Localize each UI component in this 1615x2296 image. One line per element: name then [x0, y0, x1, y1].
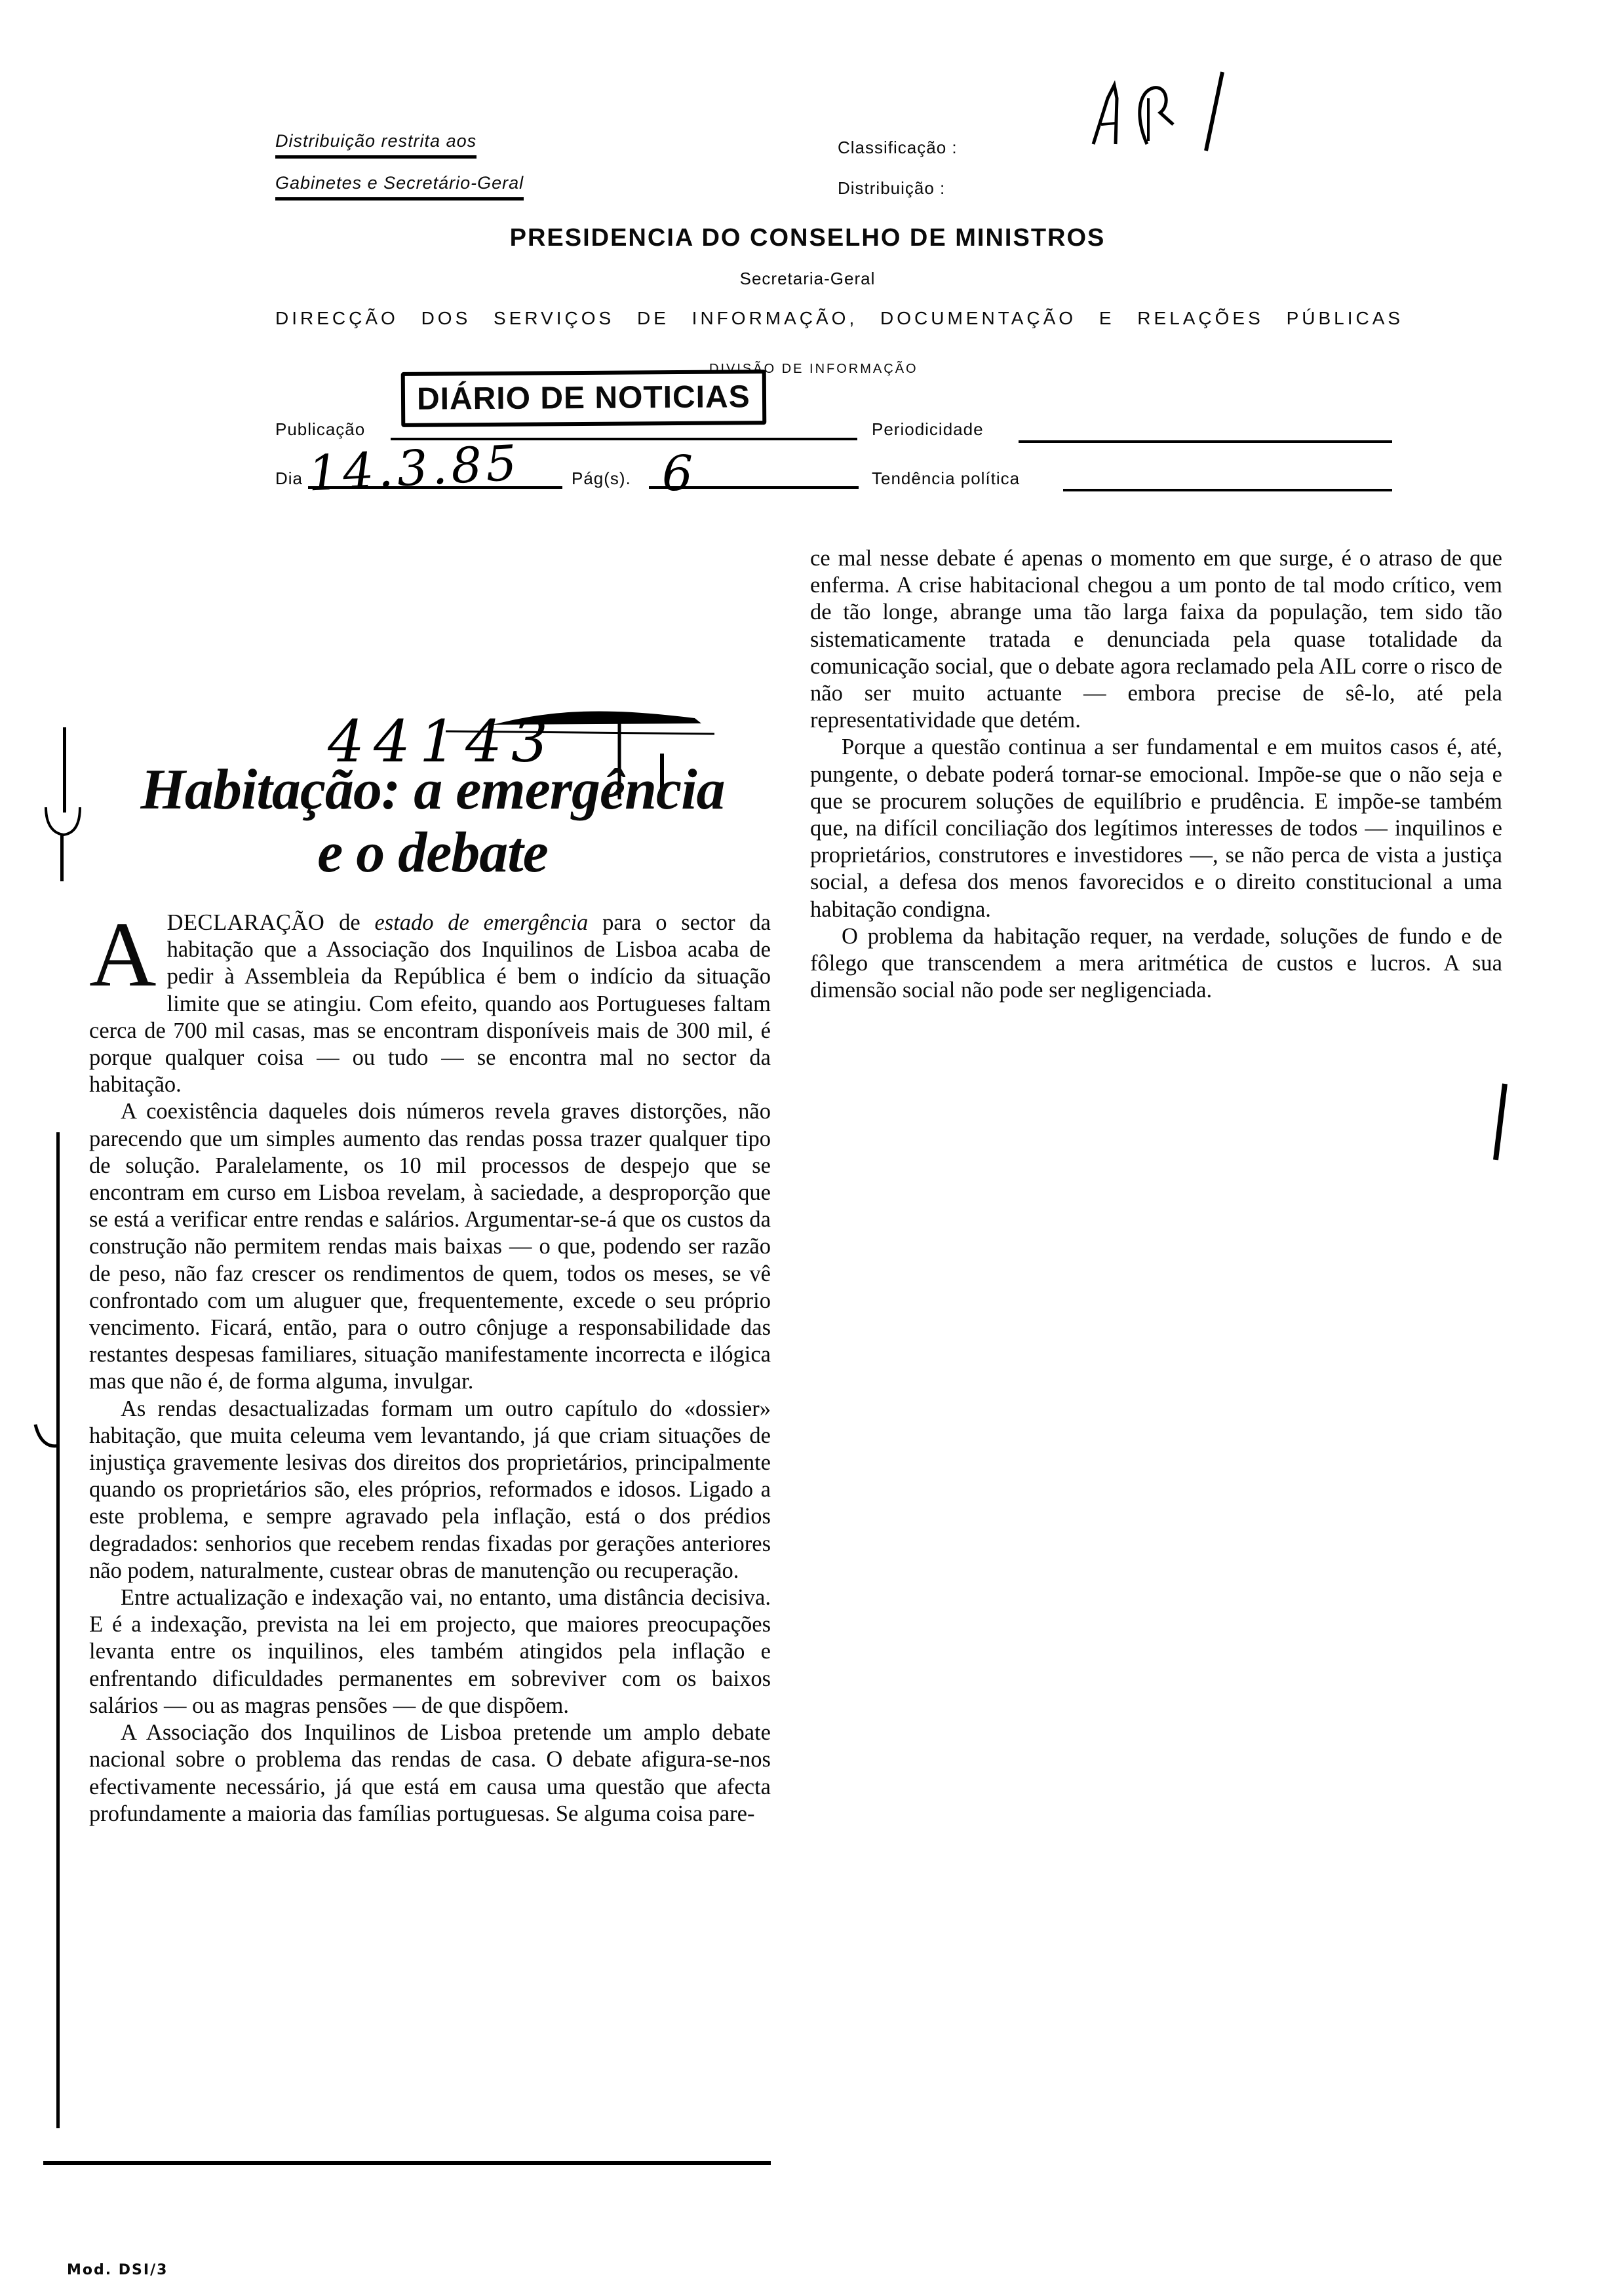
directorate-line: DIRECÇÃO DOS SERVIÇOS DE INFORMAÇÃO, DOCUMENTAÇÃO E RELAÇÕES PÚBLICAS — [275, 308, 1404, 328]
pages-fill-line — [649, 486, 859, 489]
article-column-1 — [89, 902, 771, 1827]
distribution-label: Distribuição : — [838, 178, 946, 198]
periodicity-label: Periodicidade — [872, 419, 984, 439]
publication-stamp: DIÁRIO DE NOTICIAS — [401, 370, 766, 427]
drop-cap: A — [89, 902, 157, 1006]
margin-bracket-curl-lower — [33, 1422, 72, 1461]
paragraph: Porque a questão continua a ser fundamental e em muitos casos é, até, pungente, o debate poderá tornar-se emocional. Impõe-se que o não seja e que se procurem soluções de equilíbrio e prudência. E impõe-se também que, na difícil conciliação dos legítimos interesses de todos — inquilinos e proprietários, construtores e investidores —, se não perca de vista a justiça social, a defesa dos menos favorecidos e o direito constitucional a uma habitação condigna. — [810, 735, 1502, 922]
day-value: 14.3.85 — [306, 434, 522, 503]
headline-line-1: Habitação: a emergência — [140, 758, 725, 822]
paragraph: As rendas desactualizadas formam um outro capítulo do «dossier» habitação, que muita celeuma vem levantando, já que criam situações de injustiça gravemente lesivas dos direitos dos proprietários, principalmente quando os proprietários são, eles próprios, reformados e idosos. Ligado a este problema, e sempre agravado pela inflação, está o dos prédios degradados: senhorios que recebem rendas fixadas por gerações anteriores não podem, naturalmente, custear obras de manutenção ou recuperação. — [89, 1396, 771, 1583]
paragraph: O problema da habitação requer, na verdade, soluções de fundo e de fôlego que transcendem a mera aritmética de custos e lucros. A sua dimensão social não pode ser negligenciada. — [810, 923, 1502, 1003]
form-code: Mod. DSI/3 — [67, 2262, 168, 2278]
lead-caps: DECLARAÇÃO — [166, 910, 325, 935]
lead-paragraph: ADECLARAÇÃO de estado de emergência para o sector da habitação que a Associação dos Inquilinos de Lisboa acaba de pedir à Assembleia da República é bem o indício da situação limite que se atingiu. Com efeito, quando aos Portugueses faltam cerca de 700 mil casas, mas se encontram disponíveis mais de 300 mil, é porque qualquer coisa — ou tudo — se encontra mal no sector da habitação. — [89, 902, 771, 1098]
article-headline — [85, 759, 780, 885]
margin-bracket-top — [63, 727, 66, 813]
classification-label: Classificação : — [838, 138, 958, 157]
organization-title: PRESIDENCIA DO CONSELHO DE MINISTROS — [509, 224, 1106, 252]
paragraph: ce mal nesse debate é apenas o momento em que surge, é o atraso de que enferma. A crise habitacional chegou a um ponto de tal modo crítico, vem de tão longe, abrange uma tão larga faixa da população, tem sido tão sistematicamente tratada e denunciada pela quase totalidade da comunicação social, que o debate agora reclamado pela AIL corre o risco de não ser muito actuante — embora precise de sê-lo, até pela representatividade que detém. — [810, 546, 1502, 733]
pages-value: 6 — [662, 446, 693, 502]
column-bottom-rule — [43, 2161, 771, 2165]
political-tendency-label: Tendência política — [872, 469, 1021, 488]
publication-label: Publicação — [275, 419, 366, 439]
margin-bracket-stem — [60, 835, 64, 881]
pages-label: Pág(s). — [572, 469, 631, 488]
distribution-restriction-line2: Gabinetes e Secretário-Geral — [275, 173, 524, 201]
secretariat-subtitle: Secretaria-Geral — [739, 269, 876, 288]
handwritten-reference-mark — [1075, 59, 1245, 164]
day-fill-line — [308, 486, 562, 489]
division-label: DIVISÃO DE INFORMAÇÃO — [709, 362, 918, 376]
margin-bracket-curl — [41, 806, 87, 852]
handwritten-archive-number: 44143 — [328, 708, 557, 775]
headline-line-2: e o debate — [317, 821, 548, 885]
paragraph: A coexistência daqueles dois números revela graves distorções, não parecendo que um simples aumento das rendas possa trazer qualquer tipo de solução. Paralelamente, os 10 mil processos de despejo que se encontram em curso em Lisboa revelam, à saciedade, a desproporção que se está a verificar entre rendas e salários. Argumentar-se-á que os custos da construção não permitem rendas mais baixas — o que, podendo ser razão de peso, não faz crescer os rendimentos de quem, todos os meses, se vê confrontado com um aluguer que, frequentemente, excede o seu próprio vencimento. Ficará, então, para o outro cônjuge a responsabilidade das restantes despesas familiares, situação manifestamente incorrecta e ilógica mas que não é, de forma alguma, invulgar. — [89, 1099, 771, 1394]
column-left-margin-rule — [56, 1132, 60, 2128]
paragraph: A Associação dos Inquilinos de Lisboa pretende um amplo debate nacional sobre o problema das rendas de casa. O debate afigura-se-nos efectivamente necessário, já que está em causa uma questão que afecta profundamente a maioria das famílias portuguesas. Se alguma coisa pare- — [89, 1720, 771, 1826]
column-end-mark — [1487, 1081, 1513, 1166]
lead-italic-phrase: estado de emergência — [374, 910, 589, 935]
political-tendency-fill-line — [1063, 489, 1392, 491]
article-column-2 — [810, 545, 1502, 1004]
paragraph: Entre actualização e indexação vai, no entanto, uma distância decisiva. E é a indexação, prevista na lei em projecto, que maiores preocupações levanta entre os inquilinos, eles também atingidos pela inflação e enfrentando dificuldades permanentes em sobreviver com os baixos salários — ou as magras pensões — de que dispõem. — [89, 1585, 771, 1718]
periodicity-fill-line — [1019, 440, 1392, 443]
day-label: Dia — [275, 469, 303, 488]
distribution-restriction-line1: Distribuição restrita aos — [275, 131, 477, 159]
